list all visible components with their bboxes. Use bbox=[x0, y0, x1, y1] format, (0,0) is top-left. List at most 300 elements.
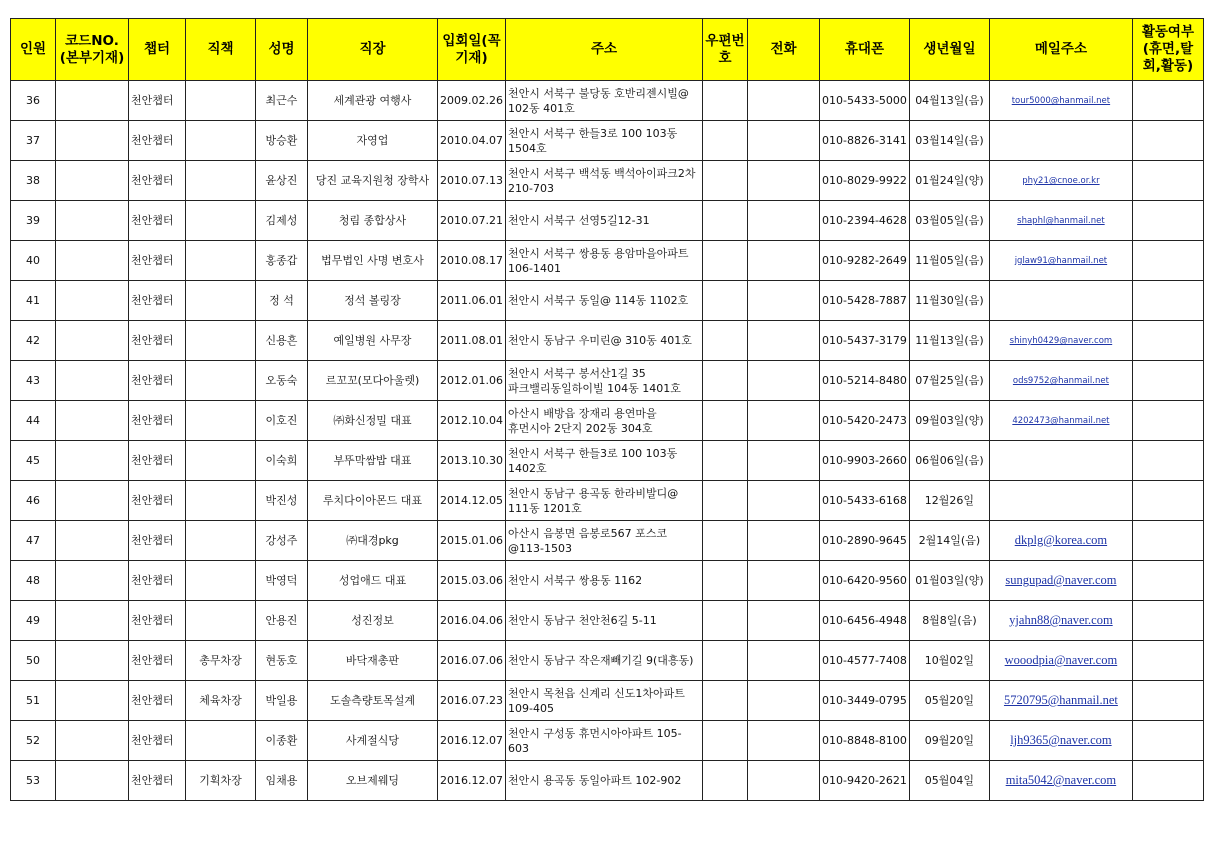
cell-chapter[interactable]: 천안챕터 bbox=[129, 761, 186, 801]
cell-num[interactable]: 47 bbox=[11, 521, 56, 561]
cell-job[interactable]: ㈜대경pkg bbox=[308, 521, 438, 561]
cell-joined[interactable]: 2011.06.01 bbox=[438, 281, 506, 321]
cell-zip[interactable] bbox=[702, 241, 747, 281]
cell-birthday[interactable]: 8월8일(음) bbox=[909, 601, 989, 641]
cell-chapter[interactable]: 천안챕터 bbox=[129, 561, 186, 601]
cell-code[interactable] bbox=[56, 321, 129, 361]
cell-joined[interactable]: 2009.02.26 bbox=[438, 81, 506, 121]
cell-joined[interactable]: 2010.04.07 bbox=[438, 121, 506, 161]
cell-joined[interactable]: 2010.07.13 bbox=[438, 161, 506, 201]
cell-code[interactable] bbox=[56, 281, 129, 321]
cell-mobile[interactable]: 010-5433-5000 bbox=[819, 81, 909, 121]
cell-chapter[interactable]: 천안챕터 bbox=[129, 201, 186, 241]
cell-code[interactable] bbox=[56, 681, 129, 721]
table-row bbox=[11, 601, 1204, 641]
cell-zip[interactable] bbox=[702, 721, 747, 761]
cell-birthday[interactable]: 12월26일 bbox=[909, 481, 989, 521]
cell-zip[interactable] bbox=[702, 361, 747, 401]
cell-name[interactable]: 박일용 bbox=[256, 681, 308, 721]
cell-position[interactable]: 기획차장 bbox=[186, 761, 256, 801]
cell-address[interactable]: 천안시 용곡동 동일아파트 102-902 bbox=[505, 761, 702, 801]
cell-address[interactable]: 천안시 동남구 우미린@ 310동 401호 bbox=[505, 321, 702, 361]
cell-chapter[interactable]: 천안챕터 bbox=[129, 641, 186, 681]
cell-phone[interactable] bbox=[747, 361, 819, 401]
cell-mobile[interactable]: 010-6420-9560 bbox=[819, 561, 909, 601]
cell-joined[interactable]: 2016.12.07 bbox=[438, 761, 506, 801]
cell-chapter[interactable]: 천안챕터 bbox=[129, 161, 186, 201]
cell-job[interactable]: 법무법인 사명 변호사 bbox=[308, 241, 438, 281]
header-job[interactable]: 직장 bbox=[308, 19, 438, 81]
cell-name[interactable]: 김제성 bbox=[256, 201, 308, 241]
cell-code[interactable] bbox=[56, 521, 129, 561]
cell-zip[interactable] bbox=[702, 201, 747, 241]
cell-phone[interactable] bbox=[747, 201, 819, 241]
cell-phone[interactable] bbox=[747, 521, 819, 561]
cell-job[interactable]: 당진 교육지원청 장학사 bbox=[308, 161, 438, 201]
cell-status[interactable] bbox=[1132, 241, 1203, 281]
email-link[interactable]: mita5042@naver.com bbox=[1005, 773, 1117, 787]
cell-position[interactable] bbox=[186, 201, 256, 241]
cell-birthday[interactable]: 01월24일(양) bbox=[909, 161, 989, 201]
cell-chapter[interactable]: 천안챕터 bbox=[129, 121, 186, 161]
email-link[interactable]: ljh9365@naver.com bbox=[1010, 733, 1112, 747]
cell-address[interactable]: 천안시 동남구 천안천6길 5-11 bbox=[505, 601, 702, 641]
cell-joined[interactable]: 2015.03.06 bbox=[438, 561, 506, 601]
cell-joined[interactable]: 2011.08.01 bbox=[438, 321, 506, 361]
cell-email[interactable] bbox=[989, 641, 1132, 681]
email-link[interactable]: wooodpia@naver.com bbox=[1004, 653, 1118, 667]
cell-position[interactable] bbox=[186, 721, 256, 761]
cell-zip[interactable] bbox=[702, 761, 747, 801]
cell-job[interactable]: 성업애드 대표 bbox=[308, 561, 438, 601]
table-row bbox=[11, 721, 1204, 761]
cell-code[interactable] bbox=[56, 161, 129, 201]
cell-code[interactable] bbox=[56, 721, 129, 761]
cell-status[interactable] bbox=[1132, 681, 1203, 721]
cell-mobile[interactable]: 010-9903-2660 bbox=[819, 441, 909, 481]
cell-address[interactable]: 천안시 동남구 작은재빼기길 9(대흥동) bbox=[505, 641, 702, 681]
cell-birthday[interactable]: 04월13일(음) bbox=[909, 81, 989, 121]
cell-status[interactable] bbox=[1132, 561, 1203, 601]
cell-birthday[interactable]: 11월05일(음) bbox=[909, 241, 989, 281]
table-row bbox=[11, 121, 1204, 161]
cell-num[interactable]: 42 bbox=[11, 321, 56, 361]
table-row bbox=[11, 161, 1204, 201]
cell-job[interactable]: 정석 볼링장 bbox=[308, 281, 438, 321]
cell-name[interactable]: 이종환 bbox=[256, 721, 308, 761]
cell-address[interactable]: 천안시 서북구 백석동 백석아이파크2차 210-703 bbox=[505, 161, 702, 201]
email-link[interactable]: shinyh0429@naver.com bbox=[1009, 336, 1113, 346]
header-name[interactable]: 성명 bbox=[256, 19, 308, 81]
cell-email[interactable] bbox=[989, 201, 1132, 241]
table-row bbox=[11, 281, 1204, 321]
cell-position[interactable] bbox=[186, 321, 256, 361]
cell-email[interactable] bbox=[989, 561, 1132, 601]
cell-position[interactable] bbox=[186, 241, 256, 281]
email-link[interactable]: tour5000@hanmail.net bbox=[1011, 96, 1111, 106]
cell-status[interactable] bbox=[1132, 281, 1203, 321]
cell-code[interactable] bbox=[56, 641, 129, 681]
cell-num[interactable]: 44 bbox=[11, 401, 56, 441]
table-row bbox=[11, 201, 1204, 241]
cell-phone[interactable] bbox=[747, 121, 819, 161]
cell-address[interactable]: 천안시 서북구 선영5길12-31 bbox=[505, 201, 702, 241]
cell-name[interactable]: 신용흔 bbox=[256, 321, 308, 361]
cell-zip[interactable] bbox=[702, 121, 747, 161]
cell-email[interactable] bbox=[989, 601, 1132, 641]
cell-status[interactable] bbox=[1132, 481, 1203, 521]
cell-name[interactable]: 임채용 bbox=[256, 761, 308, 801]
cell-name[interactable]: 오동숙 bbox=[256, 361, 308, 401]
cell-birthday[interactable]: 10월02일 bbox=[909, 641, 989, 681]
cell-email[interactable] bbox=[989, 481, 1132, 521]
cell-position[interactable] bbox=[186, 81, 256, 121]
cell-birthday[interactable]: 05월04일 bbox=[909, 761, 989, 801]
cell-position[interactable] bbox=[186, 601, 256, 641]
cell-num[interactable]: 53 bbox=[11, 761, 56, 801]
cell-joined[interactable]: 2012.10.04 bbox=[438, 401, 506, 441]
cell-mobile[interactable]: 010-8848-8100 bbox=[819, 721, 909, 761]
cell-num[interactable]: 50 bbox=[11, 641, 56, 681]
cell-code[interactable] bbox=[56, 561, 129, 601]
cell-joined[interactable]: 2016.07.23 bbox=[438, 681, 506, 721]
cell-mobile[interactable]: 010-5420-2473 bbox=[819, 401, 909, 441]
header-birthday[interactable]: 생년월일 bbox=[909, 19, 989, 81]
cell-joined[interactable]: 2010.08.17 bbox=[438, 241, 506, 281]
email-link[interactable]: 5720795@hanmail.net bbox=[1003, 693, 1118, 707]
cell-name[interactable]: 최근수 bbox=[256, 81, 308, 121]
cell-num[interactable]: 36 bbox=[11, 81, 56, 121]
cell-phone[interactable] bbox=[747, 681, 819, 721]
table-row bbox=[11, 681, 1204, 721]
header-status[interactable]: 활동여부(휴면,탈회,활동) bbox=[1132, 19, 1203, 81]
cell-job[interactable]: 도솔측량토목설계 bbox=[308, 681, 438, 721]
cell-email[interactable] bbox=[989, 361, 1132, 401]
table-row bbox=[11, 641, 1204, 681]
cell-birthday[interactable]: 07월25일(음) bbox=[909, 361, 989, 401]
cell-email[interactable] bbox=[989, 761, 1132, 801]
header-num[interactable]: 인원 bbox=[11, 19, 56, 81]
cell-email[interactable] bbox=[989, 441, 1132, 481]
cell-joined[interactable]: 2013.10.30 bbox=[438, 441, 506, 481]
cell-mobile[interactable]: 010-2394-4628 bbox=[819, 201, 909, 241]
cell-birthday[interactable]: 05월20일 bbox=[909, 681, 989, 721]
cell-status[interactable] bbox=[1132, 761, 1203, 801]
header-code[interactable]: 코드NO.(본부기재) bbox=[56, 19, 129, 81]
cell-zip[interactable] bbox=[702, 561, 747, 601]
cell-address[interactable]: 천안시 서북구 쌍용동 1162 bbox=[505, 561, 702, 601]
cell-job[interactable]: 성진정보 bbox=[308, 601, 438, 641]
cell-birthday[interactable]: 09월20일 bbox=[909, 721, 989, 761]
header-mobile[interactable]: 휴대폰 bbox=[819, 19, 909, 81]
cell-mobile[interactable]: 010-5428-7887 bbox=[819, 281, 909, 321]
cell-address[interactable]: 천안시 서북구 한들3로 100 103동 1402호 bbox=[505, 441, 702, 481]
cell-zip[interactable] bbox=[702, 521, 747, 561]
cell-phone[interactable] bbox=[747, 761, 819, 801]
cell-job[interactable]: 자영업 bbox=[308, 121, 438, 161]
cell-address[interactable]: 천안시 서북구 쌍용동 용암마을아파트 106-1401 bbox=[505, 241, 702, 281]
cell-num[interactable]: 46 bbox=[11, 481, 56, 521]
cell-code[interactable] bbox=[56, 81, 129, 121]
email-link[interactable]: 4202473@hanmail.net bbox=[1012, 416, 1110, 426]
cell-status[interactable] bbox=[1132, 601, 1203, 641]
cell-code[interactable] bbox=[56, 401, 129, 441]
cell-joined[interactable]: 2012.01.06 bbox=[438, 361, 506, 401]
cell-status[interactable] bbox=[1132, 441, 1203, 481]
cell-name[interactable]: 정 석 bbox=[256, 281, 308, 321]
cell-phone[interactable] bbox=[747, 561, 819, 601]
cell-email[interactable] bbox=[989, 721, 1132, 761]
cell-phone[interactable] bbox=[747, 601, 819, 641]
cell-position[interactable] bbox=[186, 561, 256, 601]
cell-chapter[interactable]: 천안챕터 bbox=[129, 401, 186, 441]
cell-mobile[interactable]: 010-8826-3141 bbox=[819, 121, 909, 161]
email-link[interactable]: shaphl@hanmail.net bbox=[1017, 216, 1105, 226]
cell-email[interactable] bbox=[989, 281, 1132, 321]
table-row bbox=[11, 521, 1204, 561]
cell-phone[interactable] bbox=[747, 401, 819, 441]
cell-mobile[interactable]: 010-4577-7408 bbox=[819, 641, 909, 681]
email-link[interactable]: dkplg@korea.com bbox=[1014, 533, 1108, 547]
cell-position[interactable] bbox=[186, 361, 256, 401]
cell-phone[interactable] bbox=[747, 441, 819, 481]
cell-chapter[interactable]: 천안챕터 bbox=[129, 601, 186, 641]
cell-address[interactable]: 천안시 서북구 한들3로 100 103동 1504호 bbox=[505, 121, 702, 161]
cell-position[interactable] bbox=[186, 161, 256, 201]
cell-code[interactable] bbox=[56, 201, 129, 241]
table-row bbox=[11, 81, 1204, 121]
cell-status[interactable] bbox=[1132, 321, 1203, 361]
cell-chapter[interactable]: 천안챕터 bbox=[129, 441, 186, 481]
cell-code[interactable] bbox=[56, 601, 129, 641]
cell-address[interactable]: 천안시 구성동 휴먼시아아파트 105-603 bbox=[505, 721, 702, 761]
header-phone[interactable]: 전화 bbox=[747, 19, 819, 81]
cell-job[interactable]: 르꼬꼬(모다아울렛) bbox=[308, 361, 438, 401]
cell-status[interactable] bbox=[1132, 521, 1203, 561]
cell-job[interactable]: 오브제웨딩 bbox=[308, 761, 438, 801]
cell-num[interactable]: 40 bbox=[11, 241, 56, 281]
table-body bbox=[11, 81, 1204, 801]
cell-code[interactable] bbox=[56, 361, 129, 401]
cell-zip[interactable] bbox=[702, 281, 747, 321]
table-row bbox=[11, 441, 1204, 481]
cell-num[interactable]: 49 bbox=[11, 601, 56, 641]
header-joined[interactable]: 입회일(꼭기재) bbox=[438, 19, 506, 81]
cell-position[interactable]: 총무차장 bbox=[186, 641, 256, 681]
cell-position[interactable] bbox=[186, 481, 256, 521]
cell-zip[interactable] bbox=[702, 401, 747, 441]
cell-name[interactable]: 홍종갑 bbox=[256, 241, 308, 281]
cell-name[interactable]: 방승환 bbox=[256, 121, 308, 161]
cell-code[interactable] bbox=[56, 441, 129, 481]
cell-mobile[interactable]: 010-2890-9645 bbox=[819, 521, 909, 561]
cell-job[interactable]: 예일병원 사무장 bbox=[308, 321, 438, 361]
cell-status[interactable] bbox=[1132, 121, 1203, 161]
cell-mobile[interactable]: 010-5437-3179 bbox=[819, 321, 909, 361]
cell-num[interactable]: 48 bbox=[11, 561, 56, 601]
cell-mobile[interactable]: 010-5433-6168 bbox=[819, 481, 909, 521]
cell-joined[interactable]: 2016.07.06 bbox=[438, 641, 506, 681]
cell-email[interactable] bbox=[989, 81, 1132, 121]
table-row bbox=[11, 561, 1204, 601]
cell-job[interactable]: 부뚜막쌈밥 대표 bbox=[308, 441, 438, 481]
cell-zip[interactable] bbox=[702, 681, 747, 721]
cell-name[interactable]: 이숙희 bbox=[256, 441, 308, 481]
cell-joined[interactable]: 2010.07.21 bbox=[438, 201, 506, 241]
cell-address[interactable]: 천안시 서북구 봉서산1길 35 파크밸리동일하이빌 104동 1401호 bbox=[505, 361, 702, 401]
cell-chapter[interactable]: 천안챕터 bbox=[129, 521, 186, 561]
cell-email[interactable] bbox=[989, 321, 1132, 361]
cell-email[interactable] bbox=[989, 681, 1132, 721]
cell-birthday[interactable]: 11월13일(음) bbox=[909, 321, 989, 361]
cell-code[interactable] bbox=[56, 481, 129, 521]
cell-chapter[interactable]: 천안챕터 bbox=[129, 481, 186, 521]
cell-name[interactable]: 윤상진 bbox=[256, 161, 308, 201]
cell-birthday[interactable]: 03월14일(음) bbox=[909, 121, 989, 161]
cell-status[interactable] bbox=[1132, 81, 1203, 121]
cell-chapter[interactable]: 천안챕터 bbox=[129, 241, 186, 281]
cell-email[interactable] bbox=[989, 121, 1132, 161]
cell-address[interactable]: 천안시 서북구 동일@ 114동 1102호 bbox=[505, 281, 702, 321]
cell-birthday[interactable]: 03월05일(음) bbox=[909, 201, 989, 241]
cell-chapter[interactable]: 천안챕터 bbox=[129, 681, 186, 721]
cell-joined[interactable]: 2015.01.06 bbox=[438, 521, 506, 561]
cell-job[interactable]: 루치다이아몬드 대표 bbox=[308, 481, 438, 521]
member-table bbox=[10, 18, 1204, 801]
cell-code[interactable] bbox=[56, 121, 129, 161]
cell-num[interactable]: 39 bbox=[11, 201, 56, 241]
cell-phone[interactable] bbox=[747, 481, 819, 521]
cell-position[interactable] bbox=[186, 521, 256, 561]
cell-phone[interactable] bbox=[747, 81, 819, 121]
cell-address[interactable]: 천안시 목천읍 신계리 신도1차아파트 109-405 bbox=[505, 681, 702, 721]
cell-email[interactable] bbox=[989, 521, 1132, 561]
cell-status[interactable] bbox=[1132, 401, 1203, 441]
cell-birthday[interactable]: 01월03일(양) bbox=[909, 561, 989, 601]
cell-mobile[interactable]: 010-3449-0795 bbox=[819, 681, 909, 721]
cell-job[interactable]: 사계절식당 bbox=[308, 721, 438, 761]
cell-address[interactable]: 천안시 동남구 용곡동 한라비발디@ 111동 1201호 bbox=[505, 481, 702, 521]
cell-status[interactable] bbox=[1132, 721, 1203, 761]
cell-position[interactable]: 체육차장 bbox=[186, 681, 256, 721]
cell-zip[interactable] bbox=[702, 601, 747, 641]
cell-chapter[interactable]: 천안챕터 bbox=[129, 81, 186, 121]
email-link[interactable]: ods9752@hanmail.net bbox=[1012, 376, 1109, 386]
cell-name[interactable]: 박진성 bbox=[256, 481, 308, 521]
cell-status[interactable] bbox=[1132, 161, 1203, 201]
header-chapter[interactable]: 챕터 bbox=[129, 19, 186, 81]
cell-name[interactable]: 안용진 bbox=[256, 601, 308, 641]
table-row bbox=[11, 361, 1204, 401]
cell-mobile[interactable]: 010-9420-2621 bbox=[819, 761, 909, 801]
cell-num[interactable]: 51 bbox=[11, 681, 56, 721]
cell-position[interactable] bbox=[186, 121, 256, 161]
cell-email[interactable] bbox=[989, 161, 1132, 201]
cell-status[interactable] bbox=[1132, 641, 1203, 681]
cell-num[interactable]: 41 bbox=[11, 281, 56, 321]
email-link[interactable]: sungupad@naver.com bbox=[1005, 573, 1117, 587]
cell-phone[interactable] bbox=[747, 321, 819, 361]
cell-zip[interactable] bbox=[702, 161, 747, 201]
cell-zip[interactable] bbox=[702, 81, 747, 121]
cell-address[interactable]: 아산시 배방읍 장재리 용연마을 휴먼시아 2단지 202동 304호 bbox=[505, 401, 702, 441]
cell-zip[interactable] bbox=[702, 441, 747, 481]
cell-birthday[interactable]: 06월06일(음) bbox=[909, 441, 989, 481]
cell-phone[interactable] bbox=[747, 281, 819, 321]
cell-address[interactable]: 천안시 서북구 불당동 호반리젠시빌@ 102동 401호 bbox=[505, 81, 702, 121]
cell-mobile[interactable]: 010-5214-8480 bbox=[819, 361, 909, 401]
cell-address[interactable]: 아산시 음봉면 음봉로567 포스코@113-1503 bbox=[505, 521, 702, 561]
table-row bbox=[11, 241, 1204, 281]
cell-position[interactable] bbox=[186, 281, 256, 321]
table-row bbox=[11, 321, 1204, 361]
table-row bbox=[11, 761, 1204, 801]
cell-phone[interactable] bbox=[747, 161, 819, 201]
email-link[interactable]: yjahn88@naver.com bbox=[1009, 613, 1113, 627]
cell-mobile[interactable]: 010-9282-2649 bbox=[819, 241, 909, 281]
cell-email[interactable] bbox=[989, 241, 1132, 281]
cell-num[interactable]: 37 bbox=[11, 121, 56, 161]
cell-code[interactable] bbox=[56, 761, 129, 801]
cell-phone[interactable] bbox=[747, 241, 819, 281]
cell-num[interactable]: 43 bbox=[11, 361, 56, 401]
cell-joined[interactable]: 2014.12.05 bbox=[438, 481, 506, 521]
header-email[interactable]: 메일주소 bbox=[989, 19, 1132, 81]
header-zip[interactable]: 우편번호 bbox=[702, 19, 747, 81]
cell-num[interactable]: 52 bbox=[11, 721, 56, 761]
cell-job[interactable]: 청림 종합상사 bbox=[308, 201, 438, 241]
cell-name[interactable]: 현동호 bbox=[256, 641, 308, 681]
cell-num[interactable]: 38 bbox=[11, 161, 56, 201]
header-position[interactable]: 직책 bbox=[186, 19, 256, 81]
cell-job[interactable]: 세계관광 여행사 bbox=[308, 81, 438, 121]
cell-chapter[interactable]: 천안챕터 bbox=[129, 321, 186, 361]
cell-mobile[interactable]: 010-6456-4948 bbox=[819, 601, 909, 641]
cell-phone[interactable] bbox=[747, 641, 819, 681]
cell-job[interactable]: ㈜화신정밀 대표 bbox=[308, 401, 438, 441]
email-link[interactable]: jglaw91@hanmail.net bbox=[1014, 256, 1108, 266]
header-address[interactable]: 주소 bbox=[505, 19, 702, 81]
cell-zip[interactable] bbox=[702, 641, 747, 681]
cell-birthday[interactable]: 2월14일(음) bbox=[909, 521, 989, 561]
cell-chapter[interactable]: 천안챕터 bbox=[129, 721, 186, 761]
cell-mobile[interactable]: 010-8029-9922 bbox=[819, 161, 909, 201]
header-row bbox=[11, 19, 1204, 81]
cell-birthday[interactable]: 09월03일(양) bbox=[909, 401, 989, 441]
cell-status[interactable] bbox=[1132, 201, 1203, 241]
cell-joined[interactable]: 2016.12.07 bbox=[438, 721, 506, 761]
cell-zip[interactable] bbox=[702, 321, 747, 361]
cell-email[interactable] bbox=[989, 401, 1132, 441]
cell-zip[interactable] bbox=[702, 481, 747, 521]
cell-name[interactable]: 강성주 bbox=[256, 521, 308, 561]
cell-phone[interactable] bbox=[747, 721, 819, 761]
cell-joined[interactable]: 2016.04.06 bbox=[438, 601, 506, 641]
cell-name[interactable]: 박영덕 bbox=[256, 561, 308, 601]
cell-chapter[interactable]: 천안챕터 bbox=[129, 281, 186, 321]
cell-name[interactable]: 이호진 bbox=[256, 401, 308, 441]
cell-status[interactable] bbox=[1132, 361, 1203, 401]
cell-chapter[interactable]: 천안챕터 bbox=[129, 361, 186, 401]
table-row bbox=[11, 481, 1204, 521]
email-link[interactable]: phy21@cnoe.or.kr bbox=[1022, 176, 1100, 186]
cell-job[interactable]: 바닥재총판 bbox=[308, 641, 438, 681]
cell-num[interactable]: 45 bbox=[11, 441, 56, 481]
cell-position[interactable] bbox=[186, 441, 256, 481]
cell-code[interactable] bbox=[56, 241, 129, 281]
cell-birthday[interactable]: 11월30일(음) bbox=[909, 281, 989, 321]
cell-position[interactable] bbox=[186, 401, 256, 441]
